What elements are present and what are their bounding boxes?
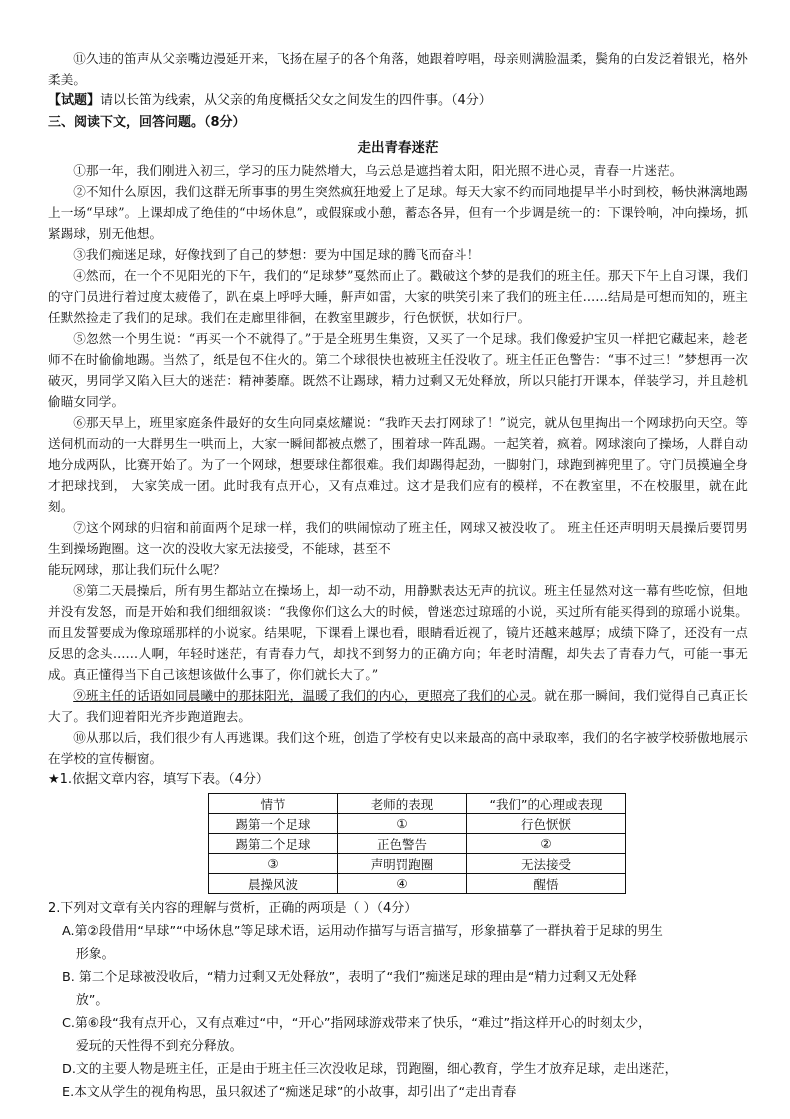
table-row [209,834,626,854]
article-paragraph-2: ②不知什么原因，我们这群无所事事的男生突然疯狂地爱上了足球。每天大家不约而同地提早半小时到校，畅快淋漓地踢上一场“早球”。上课却成了绝佳的“中场休息”，或假寐或小憩，蓄态各异，但有一个步调是统一的：下课铃响，冲向操场，抓紧踢球，别无他想。 [48,184,748,241]
section-heading: 三、阅读下文，回答问题。（8分） [48,115,246,130]
article-paragraph-7: ⑦这个网球的归宿和前面两个足球一样，我们的哄闹惊动了班主任，网球又被没收了。 班主任还声明明天晨操后要罚男生到操场跑圈。这一次的没收大家无法接受，不能球，甚至不 [48,520,748,556]
answer-table [208,793,626,894]
option-c-cont: 爱玩的天性得不到充分释放。 [76,1039,243,1054]
question-1 [48,769,748,791]
table-cell: 行色恹恹 [467,814,626,834]
star-marker: ★1. [48,772,73,787]
shiti-tag: 【试题】 [48,93,101,108]
question-prompt [48,90,748,112]
article-paragraph-5: ⑤忽然一个男生说：“再买一个不就得了。”于是全班男生集资，又买了一个足球。我们像爱护宝贝一样把它藏起来，趁老师不在时偷偷地踢。当然了，纸是包不住火的。第二个球很快也被班主任没收了。班主任正色警告：“事不过三！”梦想再一次破灭，男同学又陷入巨大的迷茫：精神萎靡。既然不让踢球，精力过剩又无处释放，所以只能打开课本，佯装学习，并且趁机偷瞄女同学。 [48,331,748,409]
article-paragraph-7-cont: 能玩网球，那让我们玩什么呢？ [48,562,226,577]
table-cell: 无法接受 [467,854,626,874]
table-row [209,854,626,874]
article-paragraph-3: ③我们痴迷足球，好像找到了自己的梦想：要为中国足球的腾飞而奋斗！ [73,247,480,262]
option-d: D.文的主要人物是班主任，正是由于班主任三次没收足球，罚跑圈，细心教育，学生才放弃足球，走出迷茫， [62,1062,678,1077]
option-b-cont: 放”。 [76,993,109,1008]
article-paragraph-9 [48,685,748,727]
table-cell: 晨操风波 [209,874,338,894]
question-1-text: 依据文章内容，填写下表。（4分） [72,772,269,787]
table-row [209,874,626,894]
table-cell: 踢第一个足球 [209,814,338,834]
option-a: A.第②段借用“早球”“中场休息”等足球术语，运用动作描写与语言描写，形象描摹了一群执着于足球的男生 [62,924,663,939]
paragraph-11: ⑪久违的笛声从父亲嘴边漫延开来，飞扬在屋子的各个角落，她跟着哼唱，母亲则满脸温柔，鬓角的白发泛着银光，格外柔美。 [48,51,748,87]
option-b: B. 第二个足球被没收后，“精力过剩又无处释放”，表明了“我们”痴迷足球的理由是“精力过剩又无处释 [62,970,637,985]
table-row [209,814,626,834]
table-cell: 声明罚跑圈 [338,854,467,874]
table-cell: ① [338,814,467,834]
article-paragraph-4: ④然而，在一个不见阳光的下午，我们的“足球梦”戛然而止了。戳破这个梦的是我们的班主任。那天下午上自习课，我们的守门员进行着过度太疲倦了，趴在桌上呼呼大睡，鼾声如雷，大家的哄笑引来了我们的班主任……结局是可想而知的，班主任默然捡走了我们的足球。我们在走廊里徘徊，在教室里踱步，行色恹恹，状如行尸。 [48,268,748,325]
option-c: C.第⑥段“我有点开心，又有点难过“中，“开心”指网球游戏带来了快乐，“难过”指这样开心的时刻太少， [62,1016,651,1031]
article-paragraph-10: ⑩从那以后，我们很少有人再逃课。我们这个班，创造了学校有史以来最高的高中录取率，我们的名字被学校骄傲地展示在学校的宣传橱窗。 [48,730,748,766]
paragraph-9-rest: 。就在那一瞬间，我们觉得自己真正长大了。我们迎着阳光齐步跑道跑去。 [48,688,748,724]
underlined-sentence: ⑨班主任的话语如同晨曦中的那抹阳光，温暖了我们的内心，更照亮了我们的心灵 [73,688,532,703]
table-header: 情节 [209,794,338,814]
shiti-text: 请以长笛为线索，从父亲的角度概括父女之间发生的四件事。（4分） [100,93,492,108]
table-header: 老师的表现 [338,794,467,814]
table-cell: ② [467,834,626,854]
option-e: E.本文从学生的视角构思，虽只叙述了“痴迷足球”的小故事，却引出了“走出青春 [62,1085,517,1100]
table-cell: ③ [209,854,338,874]
table-header: “我们”的心理或表现 [467,794,626,814]
article-paragraph-6: ⑥那天早上，班里家庭条件最好的女生向同桌炫耀说：“我昨天去打网球了！”说完，就从包里掏出一个网球扔向天空。等送伺机而动的一大群男生一哄而上，大家一瞬间都被点燃了，围着球一阵乱踢。一起笑着，疯着。网球滚向了操场，人群自动地分成两队，比赛开始了。为了一个网球，想要球住都很难。我们却踢得起劲，一脚射门，球跑到裤兜里了。守门员摸遍全身才把球找到， 大家笑成一团。此时我有点开心，又有点难过。这才是我们应有的模样，不在教室里，不在校服里，就在此刻。 [48,415,748,514]
question-2-stem: 2.下列对文章有关内容的理解与赏析，正确的两项是（ ）（4分） [48,901,418,916]
article-paragraph-1: ①那一年，我们刚进入初三，学习的压力陡然增大，乌云总是遮挡着太阳，阳光照不进心灵，青春一片迷茫。 [73,163,683,178]
option-a-cont: 形象。 [76,947,115,962]
table-cell: 正色警告 [338,834,467,854]
article-title: 走出青春迷茫 [357,140,439,156]
table-cell: ④ [338,874,467,894]
document-page [48,48,748,1104]
table-cell: 踢第二个足球 [209,834,338,854]
table-header-row [209,794,626,814]
article-paragraph-8: ⑧第二天晨操后，所有男生都站立在操场上，却一动不动，用静默表达无声的抗议。班主任显然对这一幕有些吃惊，但地并没有发怒，而是开始和我们细细叙谈：“我像你们这么大的时候，曾迷恋过琼瑶的小说，买过所有能买得到的琼瑶小说集。而且发誓要成为像琼瑶那样的小说家。结果呢，下课看上课也看，眼睛看近视了，镜片还越来越厚；成绩下降了，还没有一点反思的念头……人啊，年轻时迷茫，有青春力气，却找不到努力的正确方向；年老时清醒，却失去了青春力气，可能一事无成。真正懂得当下自己该想该做什么事了，你们就长大了。” [48,583,748,682]
table-cell: 醒悟 [467,874,626,894]
